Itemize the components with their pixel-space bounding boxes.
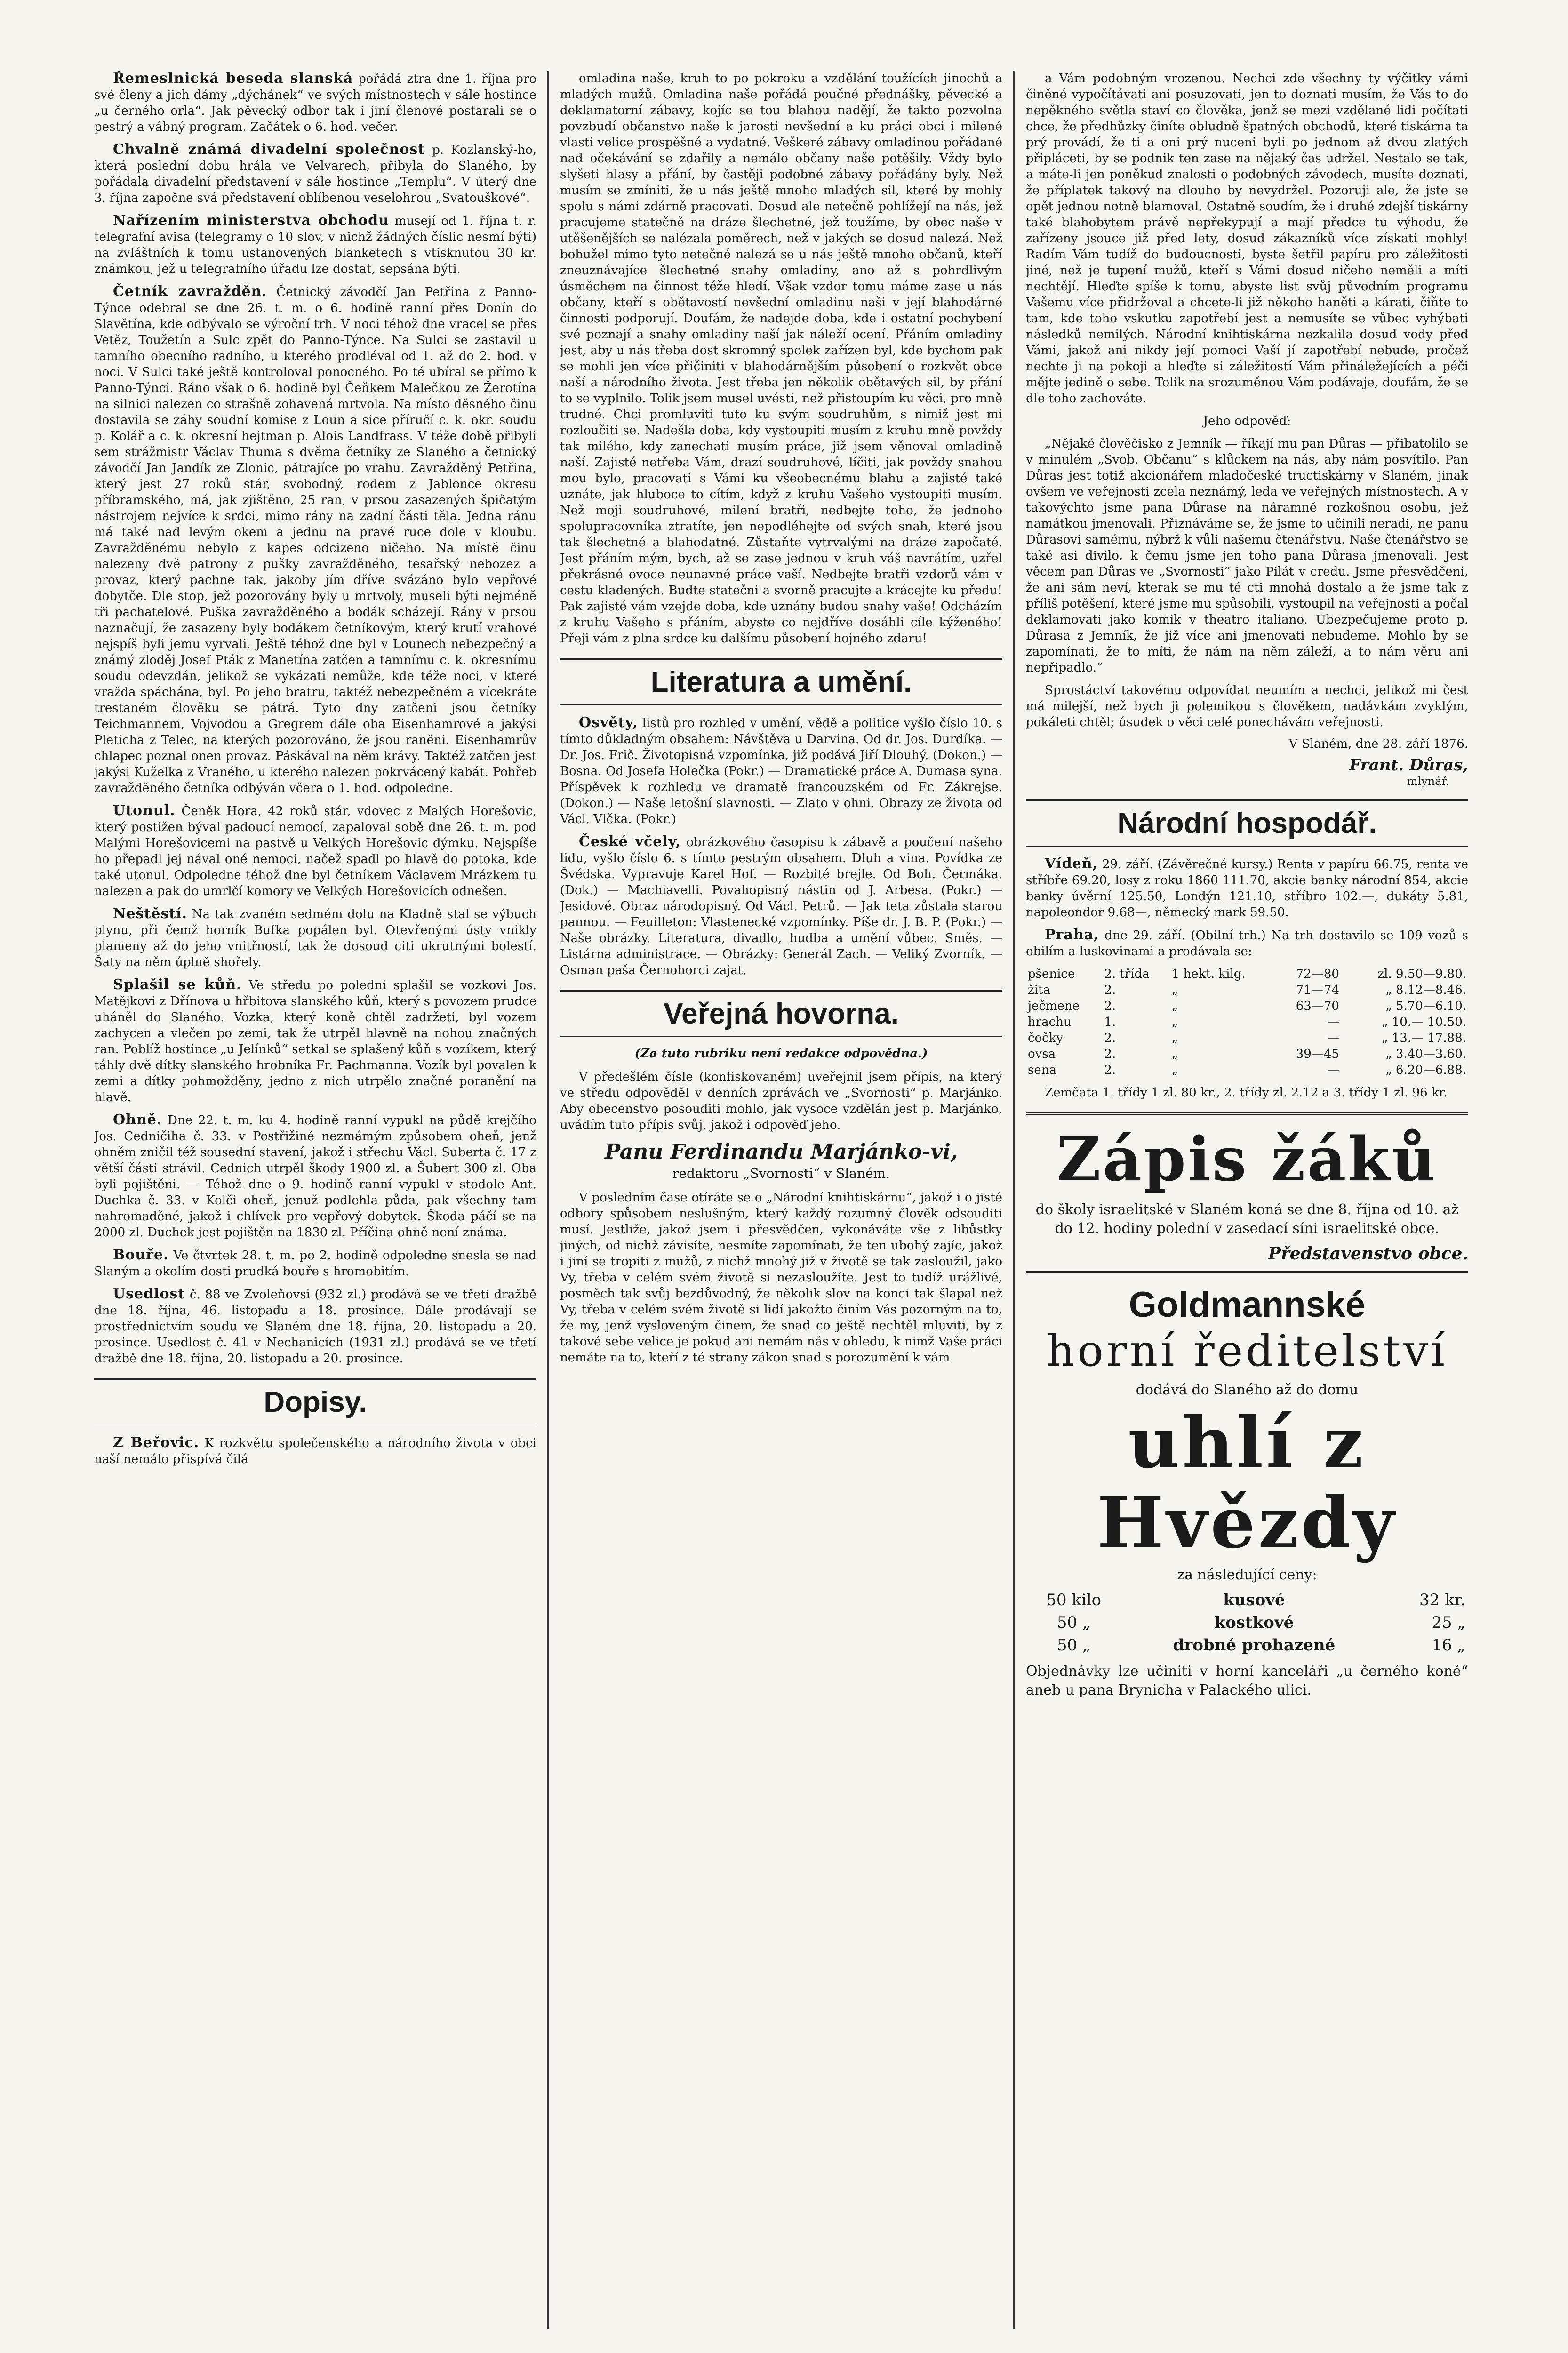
- reply-text: „Nějaké člověčisko z Jemník — říkají mu pan Důras — přibatolilo se v minulém „Svob. Občanu“ s klůckem na nás, aby nám posvítilo. Pan Důras jest totiž akcionářem mladočeské tructiskárny v Slaném, jinak ovšem ve veřejnosti zcela neznámý, leda ve veřejných místnostech. A v takovýchto jsme pana Důrase na náramně rozkošnou osobu, jež namátkou jmenovali. Přiznáváme se, že jsme to učinili neradi, ne panu Důrasovi samému, nýbrž k vůli našemu čtenářstvu. Naše čtenářstvo se také asi divilo, k čemu jsme jen toho pana Důrasa jmenovali. Jest věcem pan Důras ve „Svornosti“ jako Pilát v credu. Jsme přesvědčeni, že ani sám neví, kterak se mu té cti mnohá dostalo a že jsme tak z příliš potěšení, které jsme mu spůsobili, vystoupil na veřejnosti a počal deklamovati jako komik v theatro italiano. Ubezpečujeme proto p. Důrasa z Jemník, že již více ani jmenovati nebudeme. Mohlo by se zapomínati, že to míti, že nám na něm záleží, a to nám věru ani nepřipadlo.“: [1026, 437, 1468, 675]
- news-body: pořádá ztra dne 1. října pro své členy a jich dámy „dýchánek“ ve svých místnostech v sále hostince „u černého orla“. Jak pěvecký odbor tak i jiní členové postarali se o pestrý a vábný program. Začátek o 6. hod. večer.: [94, 72, 536, 134]
- grain-cell-name: ovsa: [1028, 1047, 1056, 1061]
- column-divider: [547, 71, 549, 2329]
- coal-price-row: [1026, 1589, 1468, 1611]
- news-body: Čeněk Hora, 42 roků stár, vdovec z Malých Horešovic, který postižen býval padoucí nemocí, zapaloval sobě dne 26. t. m. pod Malými Horešovicemi na pastvě u Velkých Horešovic dýmku. Nejspíše ho přepadl jej nával oné nemoci, načež spadl po hlavě do potoka, kde také utonul. Odpoledne téhož dne byl četníkem Václavem Mrázkem tu nalezen a pak do umrlčí komory ve Velkých Horešovicích odnešen.: [94, 804, 536, 898]
- grain-cell-weight: 72—80: [1296, 967, 1339, 981]
- news-headline: Neštěstí.: [113, 905, 187, 922]
- coal-cell-price: 16 „: [1432, 1636, 1465, 1655]
- coal-price-row: [1026, 1634, 1468, 1657]
- coal-cell-qty: 50 „: [1056, 1636, 1091, 1655]
- grain-cell-name: čočky: [1028, 1031, 1064, 1045]
- grain-row: [1026, 1014, 1468, 1030]
- ad-subline: za následující ceny:: [1177, 1567, 1317, 1583]
- grain-row: [1026, 966, 1468, 982]
- literature-title: České včely,: [579, 833, 681, 850]
- news-headline: Usedlost: [113, 1286, 185, 1302]
- grain-cell-price: „ 3.40—3.60.: [1385, 1047, 1466, 1061]
- place-date: V Slaném, dne 28. září 1876.: [1288, 737, 1468, 751]
- grain-cell-unit: „: [1171, 999, 1178, 1013]
- ad-line: dodává do Slaného až do domu: [1136, 1382, 1359, 1398]
- news-headline: Bouře.: [113, 1247, 169, 1263]
- grain-row: [1026, 982, 1468, 998]
- news-body: Na tak zvaném sedmém dolu na Kladně stal se výbuch plynu, při čemž horník Bufka popálen byl. Otevřenými ústy vnikly plameny až do jeho vnitřností, tak že dosoud citi ukrutnými bolestí. Šaty na něm úplně shořely.: [94, 907, 536, 969]
- news-item: [94, 803, 536, 899]
- ad-office: horní ředitelství: [1047, 1326, 1448, 1376]
- ad-footer: Objednávky lze učiniti v horní kanceláři „u černého koně“ aneb u pana Brynicha v Palackého ulici.: [1026, 1663, 1468, 1698]
- ad-headline: uhlí z Hvězdy: [1097, 1401, 1397, 1564]
- coal-cell-kind: drobné prohazené: [1173, 1636, 1336, 1655]
- grain-cell-name: ječmene: [1028, 999, 1080, 1013]
- letter-item: [94, 1435, 536, 1467]
- news-headline: Řemeslnická beseda slanská: [113, 71, 353, 87]
- news-item: [94, 1112, 536, 1241]
- market-footer: Zemčata 1. třídy 1 zl. 80 kr., 2. třídy zl. 2.12 a 3. třídy 1 zl. 96 kr.: [1045, 1086, 1448, 1100]
- grain-cell-unit: „: [1171, 1047, 1178, 1061]
- coal-cell-kind: kostkové: [1214, 1613, 1294, 1632]
- market-vienna: [1026, 856, 1468, 920]
- grain-cell-name: pšenice: [1028, 967, 1075, 981]
- grain-row: [1026, 998, 1468, 1014]
- grain-cell-price: „ 8.12—8.46.: [1385, 983, 1466, 997]
- ad-title: Zápis žáků: [1056, 1124, 1438, 1195]
- grain-row: [1026, 1046, 1468, 1062]
- market-city: Praha,: [1045, 927, 1099, 943]
- hovorna-intro: V předešlém čísle (konfiskovaném) uveřejnil jsem přípis, na který ve středu odpověděl v denních zprávách ve „Svornosti“ p. Marjánko. Aby obecenstvo posouditi mohlo, jak vysoce vzdělán jest p. Marjánko, uvádím tuto přípis svůj, jakož i odpověď jeho.: [560, 1070, 1002, 1132]
- column-middle: [560, 71, 1002, 2329]
- news-headline: Ohně.: [113, 1112, 162, 1128]
- coal-price-table: [1026, 1589, 1468, 1657]
- news-item: [94, 977, 536, 1105]
- grain-cell-unit: „: [1171, 1015, 1178, 1029]
- advertisement-coal: [1026, 1284, 1468, 1700]
- grain-cell-grade: 2.: [1104, 999, 1116, 1013]
- section-heading-hovorna: Veřejná hovorna.: [560, 990, 1002, 1037]
- news-body: Dne 22. t. m. ku 4. hodině ranní vypukl na půdě krejčího Jos. Cedničiha č. 33. v Postřižiné nezmámým způsobem oheň, jenž ohněm zničil též sousední stavení, jakož i střechu Václ. Suberta č. 17 z větší části strávil. Cednich utrpěl škody 1900 zl. a Šubert 300 zl. Oba byli pojištěni. — Téhož dne o 9. hodině ranní vypukl v stodole Ant. Duchka č. 33. v Kolči oheň, jenuž podlehla půda, pak všechny tam nahromaděné, jakož i chlívek pro vepřový dobytek. Škoda páčí se na 2000 zl. Duchek jest pojištěn na 1830 zl. Příčina ohně není známa.: [94, 1113, 536, 1240]
- column-left: [94, 71, 536, 2329]
- news-item: [94, 213, 536, 277]
- coal-cell-qty: 50 kilo: [1046, 1591, 1102, 1609]
- grain-cell-weight: 71—74: [1296, 983, 1339, 997]
- news-item: [94, 284, 536, 796]
- column-right: [1026, 71, 1468, 2329]
- grain-cell-grade: 1.: [1104, 1015, 1116, 1029]
- grain-cell-name: hrachu: [1028, 1015, 1072, 1029]
- literature-body: listů pro rozhled v umění, vědě a politice vyšlo číslo 10. s tímto důkladným obsahem: Návštěva u Darvina. Od dr. Jos. Durdíka. — Dr. Jos. Frič. Životopisná vzpomínka, již podává Jiří Dlouhý. (Dokon.) — Bosna. Od Josefa Holečka (Pokr.) — Dramatické práce A. Dumasa syna. Příspěvek k rozhledu ve dramatě francouzském od Fr. Zákrejse. (Dokon.) — Naše letošní slavnosti. — Zlato v ohni. Obrazy ze života od Václ. Vlčka. (Pokr.): [560, 716, 1002, 826]
- news-body: Ve středu po poledni splašil se vozkovi Jos. Matějkovi z Dřínova u hřbitova slanského kůň, který s povozem prudce uháněl do Slaného. Vozka, který koně chtěl zadržeti, byl vozem zachycen a vlečen po zemi, tak že utrpěl hlavně na nohou značných ran. Poblíž hostince „u Jelínků“ setkal se splašený kůň s vozíkem, který táhly dvě dítky slanského hrobníka Fr. Pachmanna. Vozík byl povalen k zemi a dítky pohmožděny, jedno z nich utrpělo značné poranění na hlavě.: [94, 978, 536, 1104]
- news-item: [94, 71, 536, 135]
- letter-addressee-role: redaktoru „Svornosti“ v Slaném.: [672, 1166, 890, 1181]
- letter-headline: Z Beřovic.: [113, 1434, 200, 1451]
- section-heading-hospodar: Národní hospodář.: [1026, 799, 1468, 847]
- grain-row: [1026, 1062, 1468, 1078]
- market-city: Vídeň,: [1045, 856, 1098, 872]
- signature: Frant. Důras,: [1349, 756, 1468, 775]
- advertisement-school: [1026, 1112, 1468, 1273]
- closing-text: Sprostáctví takovému odpovídat neumím a nechci, jelikož mi čest má milejší, než bych ji polemikou s člověkem, nadávkám zvyklým, pokáleti chtěl; úsudek o věci celé ponechávám veřejnosti.: [1026, 683, 1468, 729]
- news-body: Četnický závodčí Jan Petřina z Panno-Týnce odebral se dne 26. t. m. o 6. hodině ranní přes Donín do Slavětína, kde odbývalo se výroční trh. V noci téhož dne vracel se přes Vetěz, Toužetín a Sulc zpět do Panno-Týnce. Na Sulci se zastavil u tamního obecního radního, u kterého prodléval od 1. až do 2. hod. v noci. V Sulci také ještě kontroloval ponocného. Po té ubíral se přímo k Panno-Týnci. Ráno však o 6. hodině byl Čeňkem Malečkou ze Žerotína na silnici nalezen co strašně zohavená mrtvola. Na místo děsného činu dostavila se záhy soudní komise z Loun a sice příručí c. k. okr. soudu p. Kolář a c. k. okresní hejtman p. Alois Landfrass. V téže době přibyli sem strážmistr Václav Thuma s dvěma četníky ze Slaného a četnický závodčí Jan Jandík ze Zlonic, pátrajíce po vrahu. Zavražděný Petřina, který jest 27 roků stár, svobodný, rodem z Jablonce okresu příbramského, má, jak zjištěno, 25 ran, v prsou zasazených špičatým nástrojem nejvíce k srdci, mimo rány na zadní části těla. Jedna ránu má také nad levým okem a jednu na pravé ruce dole v kloubu. Zavražděnému nebylo z kapes odcizeno ničeho. Na místě činu nalezeny dvě patrony z pušky zavražděného, tesařský nebozez a provaz, který pachne tak, jakoby jím dříve svázáno bylo vepřové dobytče. Dle stop, jež pozorovány byly u mrtvoly, museli býti nejméně tři pachatelové. Puška zavražděného a bodák scházejí. Rány v prsou naznačují, že zasazeny byly bodákem četníkovým, který krutí vrahové nejspíš byli jemu vyrvali. Ještě téhož dne byl v Lounech nebezpečný a známý zloděj Josef Pták z Manetína zatčen a tamnímu c. k. okresnímu soudu odevzdán, jelikož se vykázati nemůže, kde téže noci, v které vražda spáchána, byl. Po jeho bratru, taktéž nebezpečném a vícekráte trestaném člověku se pátrá. Tyto dny zatčeni jsou četníky Teichmannem, Vojvodou a Gregrem dále oba Eisenhamrové a jakýsi Pleticha z Telec, na kterých pozorováno, že jsou raněni. Eisenhamrův chlapec poznal onen provaz. Páskával na něm krávy. Taktéž zatčen jest jakýsi Kuželka z Vraného, u kterého nalezen pokrvácený kabát. Pohřeb zavražděného četníka odbýván včera o 1. hod. odpoledne.: [94, 285, 536, 795]
- ad-brand: Goldmannské: [1128, 1285, 1366, 1325]
- news-body: p. Kozlanský-ho, která poslední dobu hrála ve Velvarech, přibyla do Slaného, by pořádala divadelní představení v sále hostince „Templu“. V úterý dne 3. října započne svá představení oblíbenou veselohrou „Svatouškové“.: [94, 143, 536, 205]
- news-body: č. 88 ve Zvoleňovsi (932 zl.) prodává se ve třetí dražbě dne 18. října, 46. listopadu a 18. prosince. Dále prodávají se prostřednictvím soudu ve Slaném dne 18. října, 20. listopadu a 20. prosince. Usedlost č. 41 v Nechanicích (1931 zl.) prodává se ve třetí dražbě dne 18. října, 20. listopadu a 20. prosince.: [94, 1288, 536, 1366]
- news-item: [94, 1247, 536, 1280]
- ad-text: do školy israelitské v Slaném koná se dne 8. října od 10. až do 12. hodiny polední v zasedací síni israelitské obce.: [1035, 1201, 1459, 1237]
- literature-item: [560, 715, 1002, 827]
- news-headline: Utonul.: [113, 802, 176, 819]
- grain-cell-price: zl. 9.50—9.80.: [1377, 967, 1466, 981]
- ad-signature: Představenstvo obce.: [1026, 1244, 1468, 1273]
- news-body: musejí od 1. října t. r. telegrafní avisa (telegramy o 10 slov, v nichž žádných číslic nesmí býti) na zvláštních k tomu ustanovených blanketech s vtisknutou 30 kr. známkou, jež u telegrafního úřadu lze dostat, sepsána býti.: [94, 214, 536, 276]
- grain-cell-name: žita: [1028, 983, 1050, 997]
- grain-cell-weight: 63—70: [1296, 999, 1339, 1013]
- grain-cell-unit: 1 hekt. kilg.: [1171, 967, 1246, 981]
- market-body: 29. září. (Závěrečné kursy.) Renta v papíru 66.75, renta ve stříbře 69.20, losy z roku 1860 111.70, akcie banky národní 854, akcie banky úvěrní 125.50, Londýn 121.10, stříbro 102.—, dukáty 5.81, napoleondor 9.68—, německý mark 59.50.: [1026, 857, 1468, 920]
- signature-role: mlynář.: [1407, 775, 1449, 788]
- grain-cell-weight: —: [1327, 1063, 1339, 1077]
- letter-body: K rozkvětu společenského a národního života v obci naší nemálo přispívá čilá: [94, 1436, 536, 1466]
- news-item: [94, 906, 536, 970]
- news-item: [94, 142, 536, 206]
- newspaper-page: [94, 71, 1487, 2329]
- grain-cell-grade: 2.: [1104, 983, 1116, 997]
- literature-item: [560, 834, 1002, 978]
- news-headline: Splašil se kůň.: [113, 976, 242, 993]
- grain-cell-weight: 39—45: [1296, 1047, 1339, 1061]
- letter-addressee: Panu Ferdinandu Marjánko-vi,: [604, 1140, 958, 1164]
- grain-cell-grade: 2.: [1104, 1047, 1116, 1061]
- hovorna-letter-continuation: a Vám podobným vrozenou. Nechci zde všechny ty výčitky vámi činěné vypočítávati ani posuzovati, jen to doznati musím, že Vás to do nepěkného světla staví co člověka, jenž se mezi vzdělané lidi počítati chce, že předhůzky činíte obludně špatných obchodů, které tiskárna ta prý provádí, že ti a oni prý nuceni byli po jednom až dvou zlatých připláceti, by se podnik ten zase na nějaký čas udržel. Nestalo se tak, a máte-li jen poněkud znalosti o podobných závodech, musíte doznati, že příplatek takový na dlouho by nevydržel. Pozoruji ale, že jste se opět jednou notně blamoval. Ostatně soudím, že i druhé zdejší tiskárny také blahobytem právě nepřekypují a mají předce tu výhodu, že zařízeny jsouce již před lety, dosud zákazníků více získati mohly! Radím Vám tudíž do budoucnosti, byste šetřil papíru pro záležitosti jiné, než je tupení mužů, kteří s Vámi dosud ničeho neměli a míti nechtějí. Hleďte spíše k tomu, abyste list svůj původním programu Vašemu více přidržoval a chcete-li již někoho haněti a kárati, čiňte to tam, kde toho vskutku zapotřebí jest a nemusíte se vůbec vyhýbati následků nemilých. Národní knihtiskárna nezkalila dosud vody před Vámi, jakož ani nikdy její pomoci Vaší jí zapotřebí nebude, pročež nechte ji na pokoji a hleďte si záležitostí Vám přináležejících a péči mějte jedině o sebe. Tolik na srozuměnou Vám podávaje, doufám, že se dle toho zachováte.: [1026, 72, 1468, 406]
- news-headline: Nařízením ministerstva obchodu: [113, 212, 389, 229]
- market-body: dne 29. září. (Obilní trh.) Na trh dostavilo se 109 vozů s obilím a luskovinami a prodávala se:: [1026, 928, 1468, 959]
- grain-cell-weight: —: [1327, 1015, 1339, 1029]
- grain-cell-unit: „: [1171, 983, 1178, 997]
- coal-cell-price: 32 kr.: [1419, 1591, 1465, 1609]
- literature-body: obrázkového časopisu k zábavě a poučení našeho lidu, vyšlo číslo 6. s tímto pestrým obsahem. Dluh a vina. Povídka ze Švédska. Vypravuje Karel Hof. — Rozbité brejle. Od Boh. Čermáka. (Dok.) — Machiavelli. Povahopisný nástin od J. Arbesa. (Pokr.) — Jesidové. Obraz národopisný. Od Václ. Petrů. — Jak teta zůstala starou pannou. — Feuilleton: Vlastenecké vzpomínky. Píše dr. J. B. P. (Pokr.) — Naše obrázky. Literatura, divadlo, hudba a umění vůbec. Směs. — Listárna administrace. — Obrázky: Generál Zach. — Veliký Zvorník. — Osman paša Černohorci zajat.: [560, 835, 1002, 977]
- grain-cell-price: „ 5.70—6.10.: [1385, 999, 1466, 1013]
- section-heading-literatura: Literatura a umění.: [560, 658, 1002, 705]
- grain-cell-grade: 2. třída: [1104, 967, 1150, 981]
- grain-cell-grade: 2.: [1104, 1063, 1116, 1077]
- section-heading-dopisy: Dopisy.: [94, 1378, 536, 1425]
- news-item: [94, 1286, 536, 1367]
- grain-cell-name: sena: [1028, 1063, 1056, 1077]
- grain-cell-price: „ 10.— 10.50.: [1381, 1015, 1466, 1029]
- editorial-disclaimer: (Za tuto rubriku není redakce odpovědna.): [634, 1047, 928, 1061]
- grain-cell-price: „ 13.— 17.88.: [1381, 1031, 1466, 1045]
- reply-intro: Jeho odpověď:: [1203, 414, 1291, 428]
- coal-cell-price: 25 „: [1432, 1613, 1465, 1632]
- news-headline: Chvalně známá divadelní společnost: [113, 141, 425, 158]
- grain-cell-grade: 2.: [1104, 1031, 1116, 1045]
- grain-row: [1026, 1030, 1468, 1046]
- coal-cell-qty: 50 „: [1056, 1613, 1091, 1632]
- coal-price-row: [1026, 1611, 1468, 1634]
- literature-title: Osvěty,: [579, 714, 638, 731]
- letter-continuation: omladina naše, kruh to po pokroku a vzdělání toužících jinochů a mladých mužů. Omladina naše pořádá poučné přednášky, pěvecké a deklamatorní zábavy, kojíc se tou blahou nadějí, že takto pozvolna povzbudí občanstvo naše k jarosti nevšední a ku práci obci i milené vlasti velice prospěšné a vydatné. Veškeré zábavy omladinou pořádané nad očekávání se zdařily a nemálo občany naše potěšily. Vždy bylo slyšeti hlasy a přání, by častěji podobné zábavy pořádány byly. Než musím se zmíniti, že u nás ještě mnoho mladých sil, které by mohly spolu s námi zdárně pracovati. Dosud ale netečně pohlížejí na nás, jež pracujeme statečně na dráze šlechetné, jež toužíme, by obec naše v utěšenějších se nalézala poměrech, než v jakých se dosud nalezá. Než bohužel mimo tyto netečné nalezá se u nás ještě mnoho občanů, kteří zneuznávajíce šlechetné snahy omladiny, ano až s pohrdlivým úsměchem na činnost téže hledí. Však vzdor tomu máme zase u nás občany, kteří s obětavostí nevšední omladinu naši v její blahodárné činnosti podporují. Doufám, že nadejde doba, kde i ostatní pochybení své poznají a snahy omladiny naší jak náleží ocení. Přáním omladiny jest, aby u nás třeba dost skromný spolek zařízen byl, kde bychom pak se mohli jen více přičiniti v blahodárnějším působení o rozkvět obce naší a národního života. Jest třeba jen několik obětavých sil, by přání to se vyplnilo. Tolik jsem musel uvésti, než přistoupím ku věci, pro mně trudné. Chci promluviti tuto ku svým soudruhům, s nimiž jest mi rozloučiti se. Nadešla doba, kdy vystoupiti musím z kruhu mně povždy tak milého, kdy zanechati musím práce, již jsem věnoval omladině naší. Zajisté netřeba Vám, drazí soudruhové, líčiti, jak povždy snahou mou bylo, pracovati s Vámi ku všeobecnému blahu a zajisté také uznáte, jak hluboce to cítím, když z kruhu Vašeho vystoupiti musím. Než moji soudruhové, milení bratři, nedbejte toho, že jednoho spolupracovníka ztratíte, jen nepodléhejte od svých snah, které jsou tak šlechetné a blahodatné. Zůstaňte vytrvalými na dráze započaté. Jest přáním mým, bych, až se zase jednou v kruh váš navrátím, uzřel překrásné ovoce neunavné práce vaší. Nedbejte bratři vzdorů vám v cestu kladených. Budte statečni a svorně pracujte a krácejte ku předu! Pak zajisté vám vzejde doba, kde uznány budou snahy vaše! Odcházím z kruhu Vašeho s přáním, abyste co nejdříve dosáhli cíle kýženého! Přeji vám z plna srdce ku dalšímu působení hojného zdaru!: [560, 72, 1002, 646]
- coal-cell-kind: kusové: [1223, 1591, 1285, 1609]
- grain-cell-unit: „: [1171, 1063, 1178, 1077]
- grain-cell-price: „ 6.20—6.88.: [1385, 1063, 1466, 1077]
- column-divider: [1013, 71, 1015, 2329]
- news-headline: Četník zavražděn.: [113, 283, 267, 300]
- market-prague: [1026, 927, 1468, 960]
- grain-cell-unit: „: [1171, 1031, 1178, 1045]
- grain-price-table: [1026, 966, 1468, 1078]
- news-body: Ve čtvrtek 28. t. m. po 2. hodině odpoledne snesla se nad Slaným a okolím dosti prudká bouře s hromobitím.: [94, 1249, 536, 1279]
- grain-cell-weight: —: [1327, 1031, 1339, 1045]
- hovorna-letter: V posledním čase otíráte se o „Národní knihtiskárnu“, jakož i o jisté odbory spůsobem neslušným, který každý rozumný člověk odsouditi musí. Jestliže, jakož jsem i přesvědčen, vykonáváte vše z libůstky jiných, od nichž závisíte, nesmíte zapomínati, že ten ubohý zajíc, jakož i jiní se tropiti z mužů, z nichž mnohý již v životě se tak zasloužil, jako Vy, třeba v celém svém životě si nezasloužíte. Jest to tudíž urážlivé, posměch tak svůj bezdůvodný, že několik slov na konci tak šlapal než Vy, třeba v celém svém životě si lidí jakožto činím Vás pozorným na to, že my, jenž vysloveným činem, že snad co ještě nechtěl mluviti, by z takové sebe velice je pokud ani nemám nás v ohledu, k nimž Vaše práci nemáte na to, kteří z té strany zákon snad s porozumění k vám: [560, 1191, 1002, 1365]
